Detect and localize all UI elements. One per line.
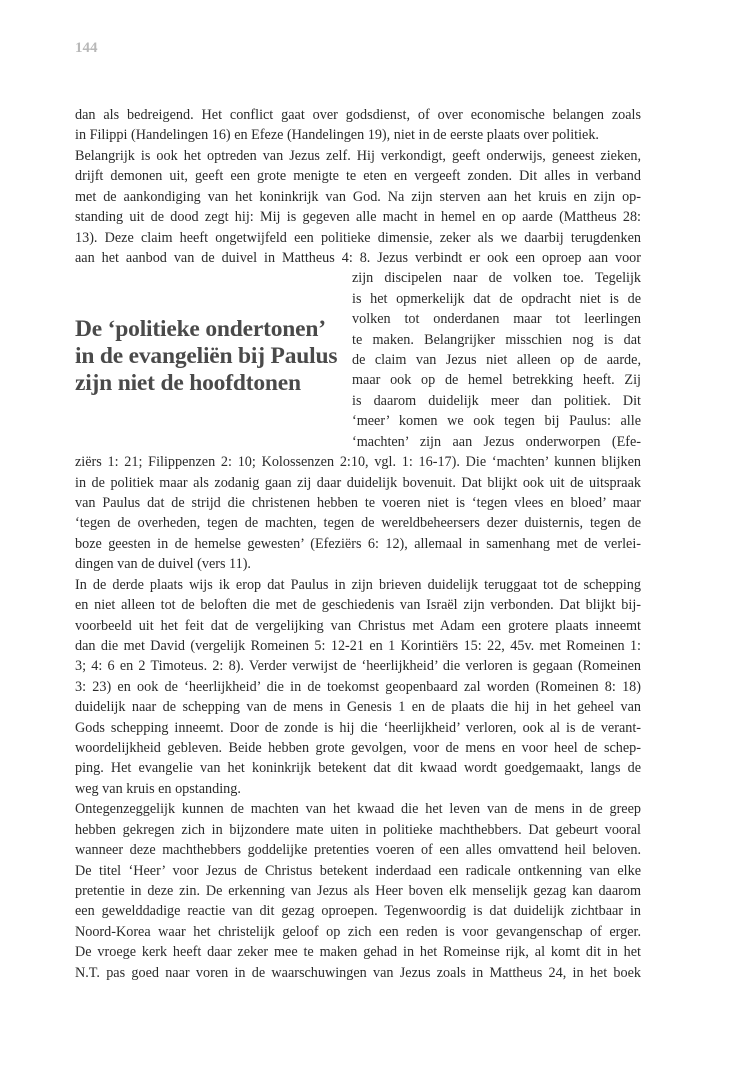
heading-line: zijn niet de hoofdtonen [75, 370, 301, 396]
text-line: voorbeeld uit het feit dat de vergelijking van Christus met Adam een grotere plaats inneemt [75, 617, 641, 634]
text-line: ‘machten’ zijn aan Jezus onderworpen (Efe- [352, 433, 641, 450]
text-line: boze geesten in de hemelse gewesten’ (Efeziërs 6: 12), allemaal in samenhang met de verlei- [75, 535, 641, 552]
text-line: dan die met David (vergelijk Romeinen 5: 12-21 en 1 Korintiërs 15: 22, 45v. met Romeinen 1: [75, 637, 641, 654]
text-line: standing uit de dood zegt hij: Mij is gegeven alle macht in hemel en op aarde (Mattheus 28: [75, 209, 641, 226]
text-line: en niet alleen tot de beloften die met de geschiedenis van Israël zijn verbonden. Dat blijkt bij- [75, 597, 641, 614]
text-line: ‘tegen de overheden, tegen de machten, tegen de wereldbeheersers dezer duisternis, tegen de [75, 515, 641, 532]
text-line: is daarom duidelijk meer dan politiek. Dit [352, 392, 641, 409]
heading-line: De ‘politieke ondertonen’ [75, 316, 326, 342]
text-line: ziërs 1: 21; Filippenzen 2: 10; Kolossenzen 2:10, vgl. 1: 16-17). Die ‘machten’ kunnen blijken [75, 454, 641, 471]
text-line: in de politiek maar als zodanig gaan zij daar duidelijk bovenuit. Dat blijkt ook uit de uitspraak [75, 474, 641, 491]
text-line: aan het aanbod van de duivel in Mattheus 4: 8. Jezus verbindt er ook een oproep aan voor [75, 249, 641, 266]
text-line: Gods schepping inneemt. Door de zonde is hij die ‘heerlijkheid’ verloren, ook al is de verant- [75, 719, 641, 736]
text-line: dingen van de duivel (vers 11). [75, 556, 251, 573]
text-line: met de aankondiging van het koninkrijk van God. Na zijn sterven aan het kruis en zijn op- [75, 188, 641, 205]
text-line: te maken. Belangrijker misschien nog is dat [352, 331, 641, 348]
text-line: 13). Deze claim heeft ongetwijfeld een politieke dimensie, zeker als we daarbij terugdenken [75, 229, 641, 246]
text-line: Noord-Korea waar het christelijk geloof op zich een reden is voor gevangenschap of erger. [75, 923, 641, 940]
text-line: volken tot onderdanen maar tot leerlingen [352, 311, 641, 328]
section-heading [75, 316, 345, 397]
text-line: een gewelddadige reactie van dit gezag oproepen. Tegenwoordig is dat duidelijk zichtbaar in [75, 903, 641, 920]
text-line: dan als bedreigend. Het conflict gaat over godsdienst, of over economische belangen zoals [75, 107, 641, 123]
text-line: zijn discipelen naar de volken toe. Tegelijk [352, 270, 641, 287]
text-line: weg van kruis en opstanding. [75, 780, 241, 797]
text-line: Belangrijk is ook het optreden van Jezus zelf. Hij verkondigt, geeft onderwijs, geneest zieken, [75, 147, 641, 164]
text-line: pretentie in deze zin. De erkenning van Jezus als Heer boven elk menselijk gezag kan daarom [75, 882, 641, 899]
heading-line: in de evangeliën bij Paulus [75, 343, 338, 369]
text-line: ping. Het evangelie van het koninkrijk betekent dat dit kwaad wordt goedgemaakt, langs de [75, 760, 641, 777]
text-line: 3; 4: 6 en 2 Timoteus. 2: 8). Verder verwijst de ‘heerlijkheid’ die verloren is gegaan (Romeinen [75, 658, 641, 675]
text-line: N.T. pas goed naar voren in de waarschuwingen van Jezus zoals in Mattheus 24, in het boek [75, 964, 641, 981]
text-line: hebben gekregen zich in bijzondere mate uiten in politieke machthebbers. Dat gebeurt vooral [75, 821, 641, 838]
text-line: woordelijkheid gebleven. Beide hebben grote gevolgen, voor de mens en voor heel de schep- [75, 740, 641, 757]
text-line: van Paulus dat de strijd die christenen hebben te voeren niet is ‘tegen vlees en bloed’ maar [75, 494, 641, 511]
text-line: De vroege kerk heeft daar zeker mee te maken gehad in het Romeinse rijk, al komt dit in het [75, 944, 641, 961]
text-line: 3: 23) en ook de ‘heerlijkheid’ die in de toekomst geopenbaard zal worden (Romeinen 8: 18) [75, 678, 641, 695]
page-number: 144 [75, 40, 98, 56]
text-line: wanneer deze machthebbers goddelijke pretenties voeren of een alles omvattend heil beloven. [75, 842, 641, 859]
text-line: drijft demonen uit, geeft een grote menigte te eten en vergeeft zonden. Dit alles in verband [75, 168, 641, 185]
text-line: in Filippi (Handelingen 16) en Efeze (Handelingen 19), niet in de eerste plaats over politiek. [75, 127, 599, 144]
text-line: de claim van Jezus niet alleen op de aarde, [352, 352, 641, 369]
text-line: duidelijk naar de schepping van de mens in Genesis 1 en de plaats die hij in het geheel van [75, 699, 641, 716]
text-line: is het opmerkelijk dat de opdracht niet is de [352, 290, 641, 307]
text-line: In de derde plaats wijs ik erop dat Paulus in zijn brieven duidelijk teruggaat tot de schepping [75, 576, 641, 593]
text-line: maar ook op de hemel betrekking heeft. Zij [352, 372, 641, 389]
text-line: ‘meer’ komen we ook tegen bij Paulus: alle [352, 413, 641, 430]
text-line: Ontegenzeggelijk kunnen de machten van het kwaad die het leven van de mens in de greep [75, 801, 641, 818]
text-line: De titel ‘Heer’ voor Jezus de Christus betekent inderdaad een radicale ontkenning van elke [75, 862, 641, 879]
